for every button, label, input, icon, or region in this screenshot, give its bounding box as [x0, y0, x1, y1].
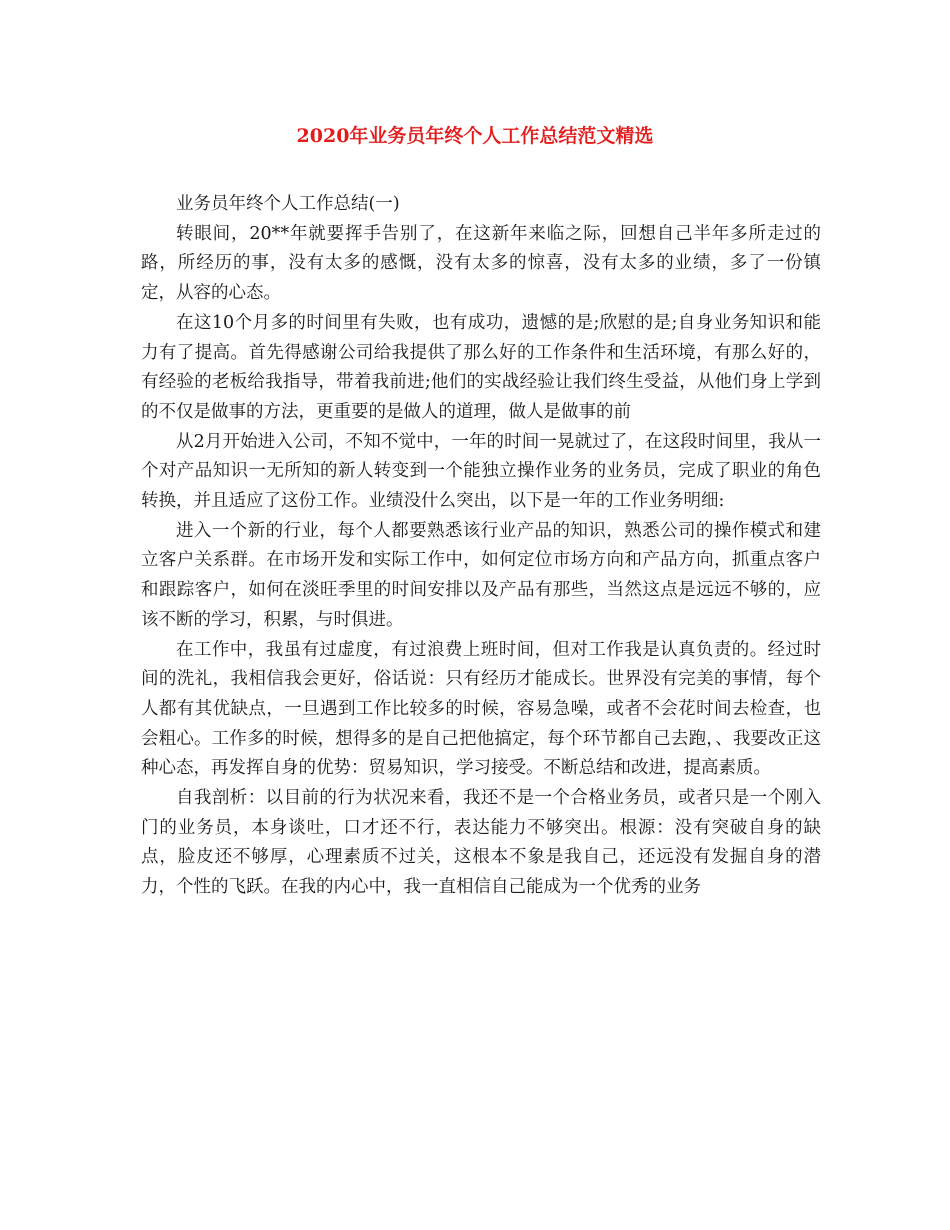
paragraph: 在这10个月多的时间里有失败，也有成功，遗憾的是;欣慰的是;自身业务知识和能力有了提高。首先得感谢公司给我提供了那么好的工作条件和生活环境，有那么好的，有经验的老板给我指导，带着我前进;他们的实战经验让我们终生受益，从他们身上学到的不仅是做事的方法，更重要的是做人的道理，做人是做事的前 — [141, 312, 821, 422]
paragraph: 进入一个新的行业，每个人都要熟悉该行业产品的知识，熟悉公司的操作模式和建立客户关系群。在市场开发和实际工作中，如何定位市场方向和产品方向，抓重点客户和跟踪客户，如何在淡旺季里的时间安排以及产品有那些，当然这点是远远不够的，应该不断的学习，积累，与时俱进。 — [141, 520, 821, 630]
document-title: 2020年业务员年终个人工作总结范文精选 — [296, 125, 654, 147]
paragraph: 自我剖析：以目前的行为状况来看，我还不是一个合格业务员，或者只是一个刚入门的业务员，本身谈吐，口才还不行，表达能力不够突出。根源：没有突破自身的缺点，脸皮还不够厚，心理素质不过关，这根本不象是我自己，还远没有发掘自身的潜力，个性的飞跃。在我的内心中，我一直相信自己能成为一个优秀的业务 — [141, 788, 821, 898]
paragraph: 从2月开始进入公司，不知不觉中，一年的时间一晃就过了，在这段时间里，我从一个对产品知识一无所知的新人转变到一个能独立操作业务的业务员，完成了职业的角色转换，并且适应了这份工作。业绩没什么突出，以下是一年的工作业务明细: — [141, 431, 821, 512]
document-body — [141, 190, 821, 903]
section-heading: 业务员年终个人工作总结(一) — [176, 194, 400, 214]
paragraph: 在工作中，我虽有过虚度，有过浪费上班时间，但对工作我是认真负责的。经过时间的洗礼，我相信我会更好，俗话说：只有经历才能成长。世界没有完美的事情，每个人都有其优缺点，一旦遇到工作比较多的时候，容易急噪，或者不会花时间去检查，也会粗心。工作多的时候，想得多的是自己把他搞定，每个环节都自己去跑，、我要改正这种心态，再发挥自身的优势：贸易知识，学习接受。不断总结和改进，提高素质。 — [141, 639, 821, 779]
paragraph: 转眼间，20**年就要挥手告别了，在这新年来临之际，回想自己半年多所走过的路，所经历的事，没有太多的感慨，没有太多的惊喜，没有太多的业绩，多了一份镇定，从容的心态。 — [141, 223, 821, 304]
